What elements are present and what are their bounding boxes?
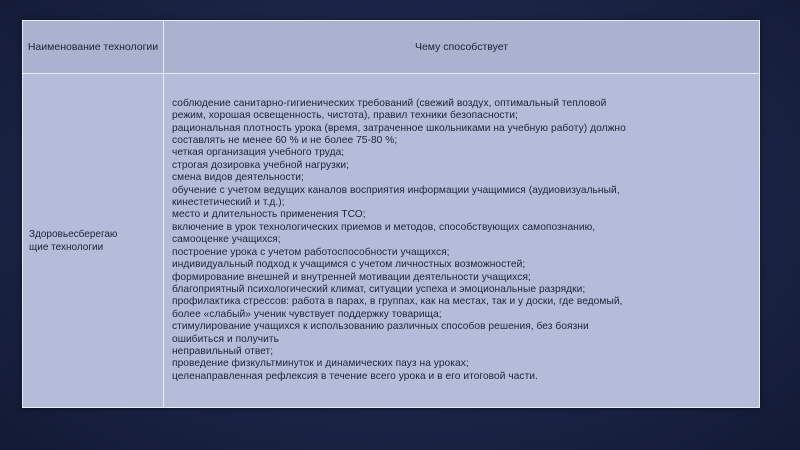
- description-line: проведение физкультминуток и динамических пауз на уроках;: [172, 358, 469, 370]
- description-line: четкая организация учебного труда;: [172, 147, 345, 159]
- description-line: ошибиться и получить: [172, 333, 279, 345]
- description-line: место и длительность применения ТСО;: [172, 209, 366, 221]
- description-line: более «слабый» ученик чувствует поддержку товарища;: [172, 308, 442, 320]
- table-row: [23, 74, 760, 408]
- description-line: индивидуальный подход к учащимся с учетом личностных возможностей;: [172, 259, 526, 271]
- description-line: самооценке учащихся;: [172, 234, 281, 246]
- description-line: строгая дозировка учебной нагрузки;: [172, 159, 350, 171]
- description-line: составлять не менее 60 % и не более 75-80 %;: [172, 135, 398, 147]
- description-line: соблюдение санитарно-гигиенических требований (свежий воздух, оптимальный тепловой: [172, 97, 607, 109]
- description-line: обучение с учетом ведущих каналов восприятия информации учащимися (аудиовизуальный,: [172, 184, 620, 196]
- header-purpose: Чему способствует: [164, 21, 760, 74]
- description-line: целенаправленная рефлексия в течение всего урока и в его итоговой части.: [172, 370, 538, 382]
- technology-name-cell: [23, 74, 164, 408]
- description-line: профилактика стрессов: работа в парах, в группах, как на местах, так и у доски, где ведомый,: [172, 296, 623, 308]
- technology-table: [22, 20, 760, 408]
- description-line: благоприятный психологический климат, ситуации успеха и эмоциональные разрядки;: [172, 283, 586, 295]
- description-cell: [164, 74, 760, 408]
- description-line: смена видов деятельности;: [172, 172, 304, 184]
- header-technology-name: Наименование технологии: [23, 21, 164, 74]
- description-line: включение в урок технологических приемов и методов, способствующих самопознанию,: [172, 221, 596, 233]
- description-line: кинестетический и т.д.);: [172, 197, 285, 209]
- description-line: неправильный ответ;: [172, 345, 274, 357]
- description-line: стимулирование учащихся к использованию различных способов решения, без боязни: [172, 321, 589, 333]
- description-line: формирование внешней и внутренней мотивации деятельности учащихся;: [172, 271, 531, 283]
- description-line: рациональная плотность урока (время, затраченное школьниками на учебную работу) должно: [172, 122, 626, 134]
- technology-name-line: щие технологии: [29, 241, 104, 253]
- description-line: построение урока с учетом работоспособности учащихся;: [172, 246, 450, 258]
- technology-name-line: Здоровьесберегаю: [29, 228, 118, 240]
- description-line: режим, хорошая освещенность, чистота), правил техники безопасности;: [172, 110, 518, 122]
- table-header-row: [23, 21, 760, 74]
